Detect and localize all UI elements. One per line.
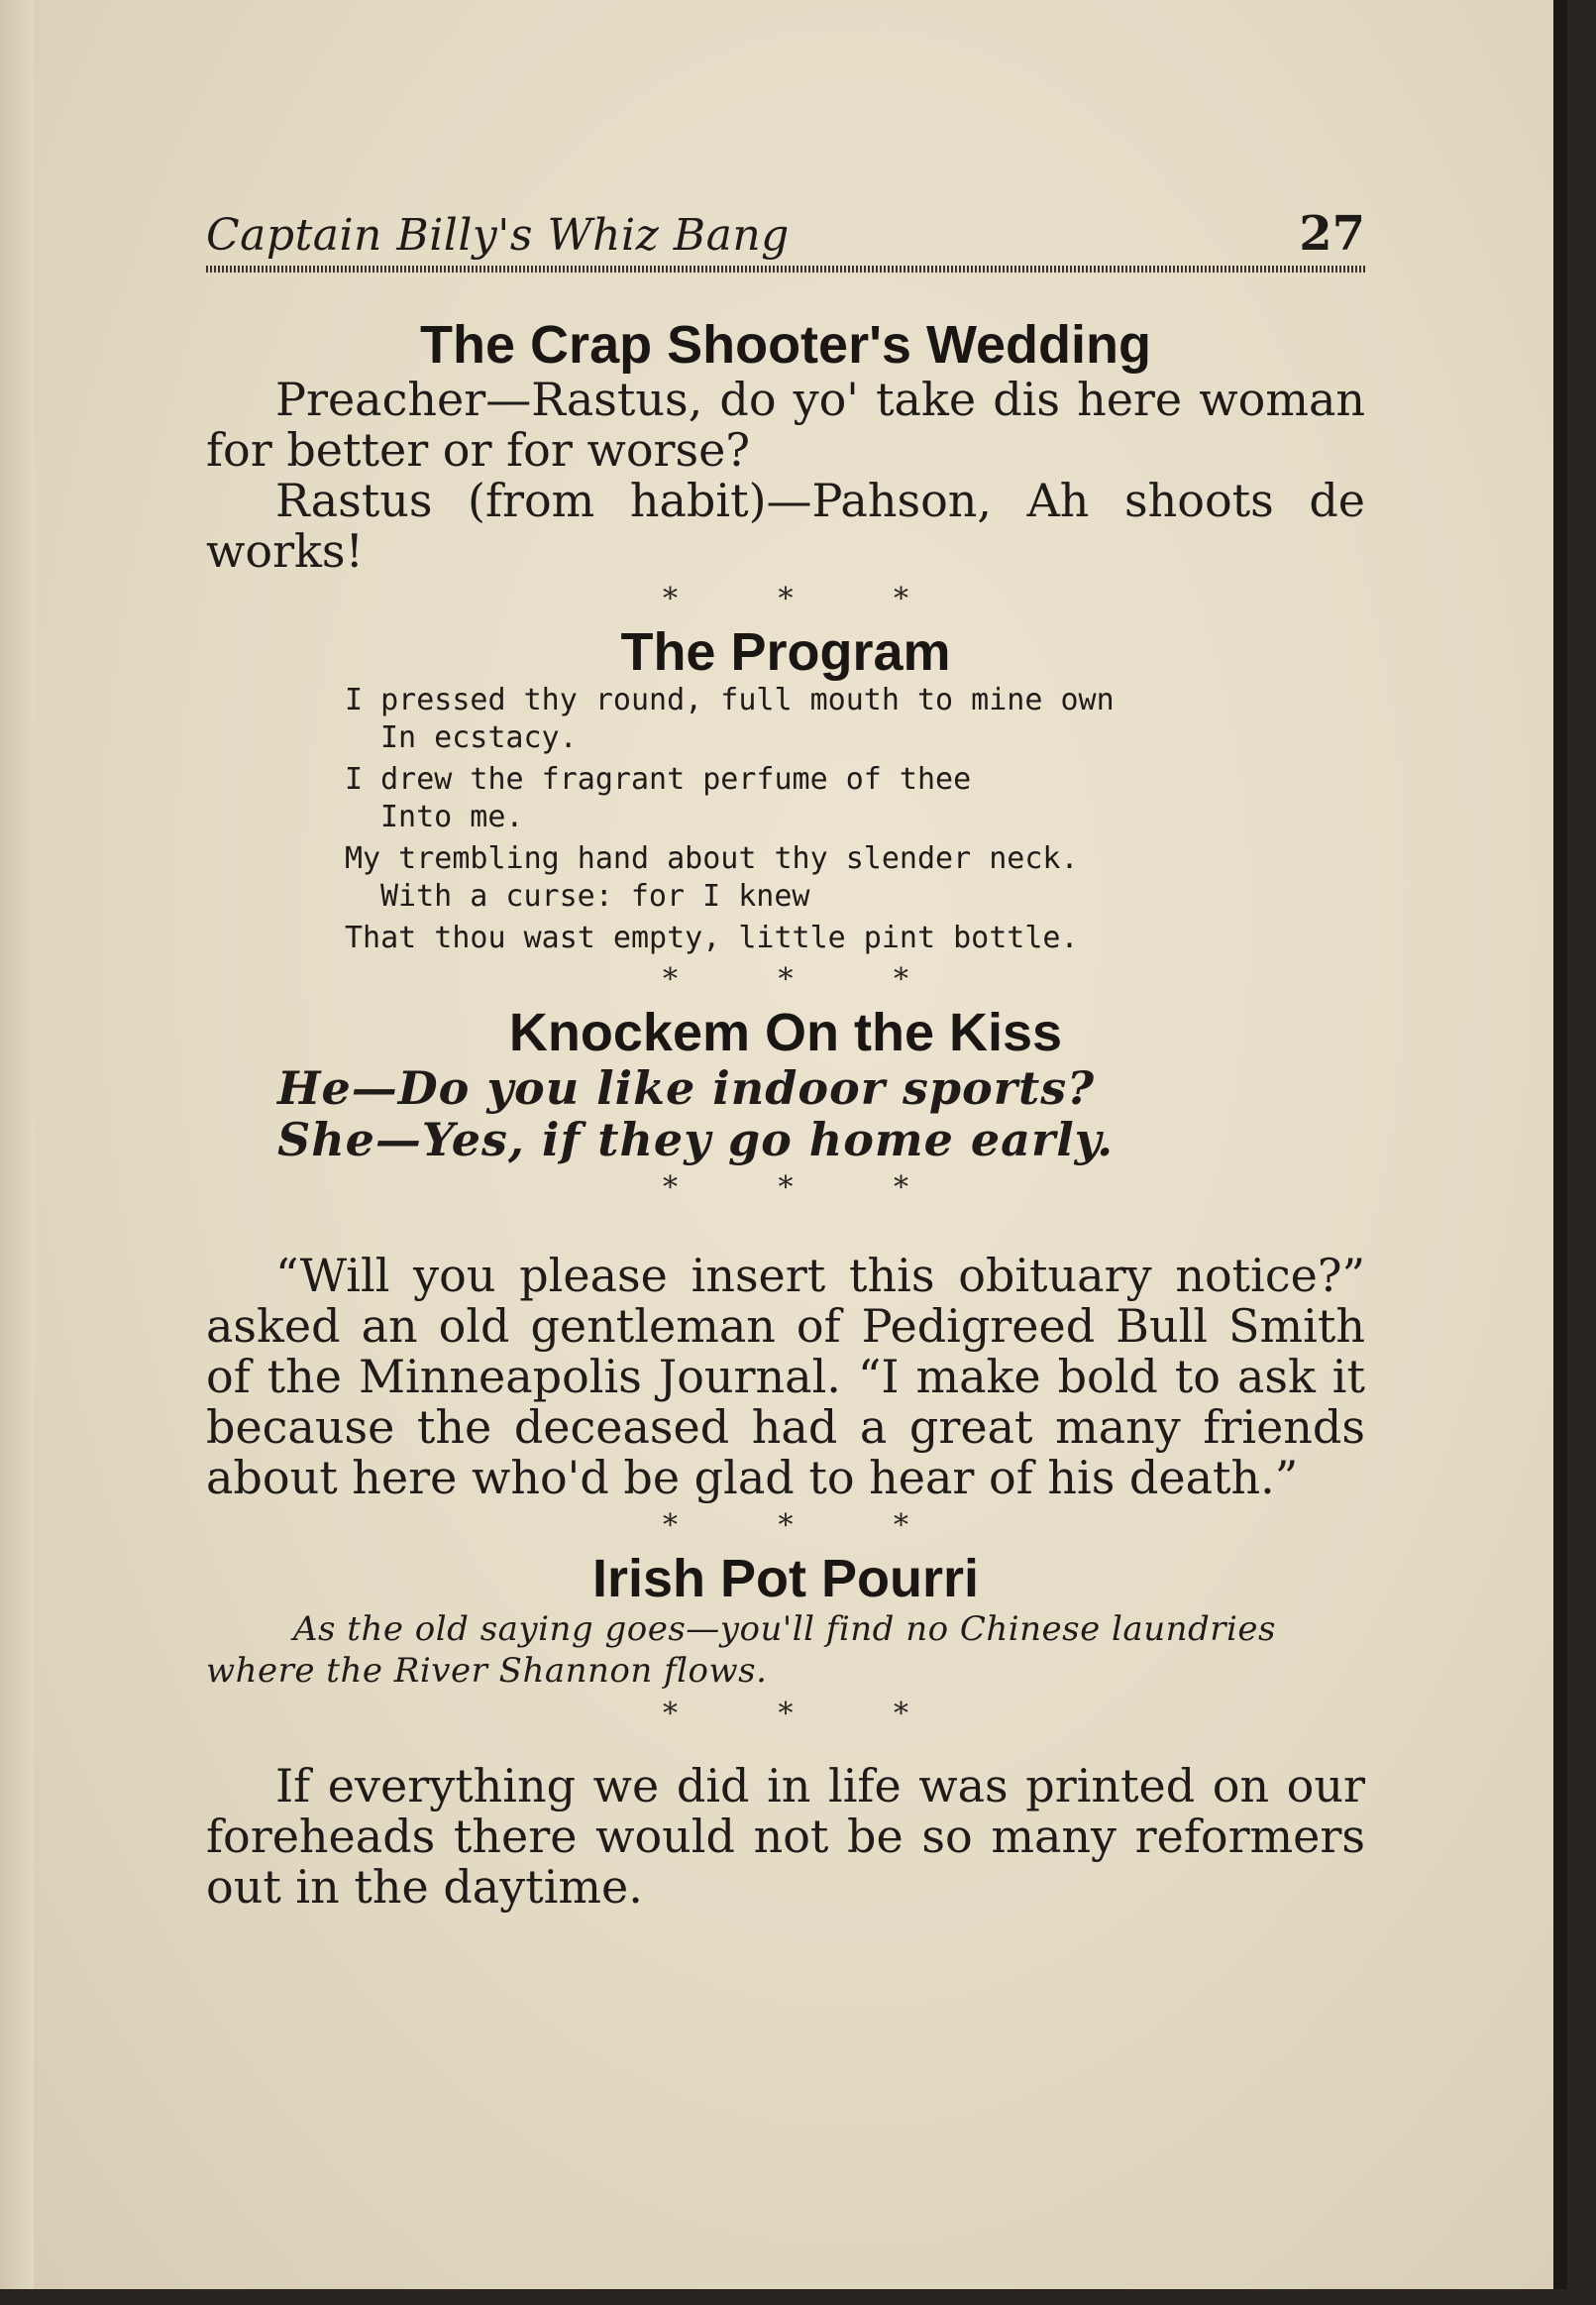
page-content (206, 315, 1365, 1913)
poem-line: With a curse: for I knew (380, 879, 810, 914)
dialogue-line: He—Do you like indoor sports? (277, 1061, 1096, 1115)
section-irish-pot-pourri (206, 1549, 1365, 1692)
paragraph: If everything we did in life was printed on our foreheads there would not be so many reformers out in the daytime. (206, 1759, 1365, 1914)
section-obituary (206, 1251, 1365, 1503)
spacer (206, 1737, 1365, 1761)
dialogue-line: She—Yes, if they go home early. (277, 1113, 1115, 1166)
running-title: Captain Billy's Whiz Bang (206, 210, 790, 261)
poem-line: My trembling hand about thy slender neck. (345, 841, 1079, 876)
saying (206, 1608, 1365, 1692)
page-spine (0, 0, 34, 2289)
poem-line: I pressed thy round, full mouth to mine own (345, 683, 1115, 717)
section-title: Irish Pot Pourri (591, 1549, 980, 1608)
section-reformers (206, 1761, 1365, 1913)
section-separator: * * * (662, 1170, 955, 1205)
saying-line: where the River Shannon flows. (206, 1651, 768, 1691)
section-title: Knockem On the Kiss (508, 1003, 1063, 1062)
section-crap-shooters-wedding (206, 315, 1365, 577)
section-title: The Program (620, 622, 951, 682)
page-header (206, 206, 1365, 270)
poem-line: Into me. (380, 800, 524, 834)
poem (345, 682, 1365, 957)
section-separator: * * * (662, 582, 955, 616)
dialogue (277, 1062, 1365, 1165)
poem-line: That thou wast empty, little pint bottle. (345, 921, 1079, 955)
saying-line: As the old saying goes—you'll find no Chinese laundries (293, 1609, 1276, 1649)
paragraph: Rastus (from habit)—Pahson, Ah shoots de works! (206, 474, 1365, 578)
spacer (206, 1211, 1365, 1251)
page-number: 27 (1299, 206, 1365, 262)
section-separator: * * * (662, 1508, 955, 1543)
section-title: The Crap Shooter's Wedding (420, 315, 1151, 375)
paragraph: “Will you please insert this obituary notice?” asked an old gentleman of Pedigreed Bull Smith of the Minneapolis Journal. “I make bold to ask it because the deceased had a great many friends about here who'd be glad to hear of his death.” (206, 1249, 1365, 1504)
poem-line: I drew the fragrant perfume of thee (345, 762, 972, 797)
poem-line: In ecstacy. (380, 720, 578, 755)
section-separator: * * * (662, 962, 955, 997)
section-separator: * * * (662, 1697, 955, 1731)
paragraph: Preacher—Rastus, do yo' take dis here woman for better or for worse? (206, 373, 1365, 477)
section-knockem-on-the-kiss (206, 1003, 1365, 1165)
header-rule (206, 266, 1365, 273)
section-the-program (206, 622, 1365, 957)
